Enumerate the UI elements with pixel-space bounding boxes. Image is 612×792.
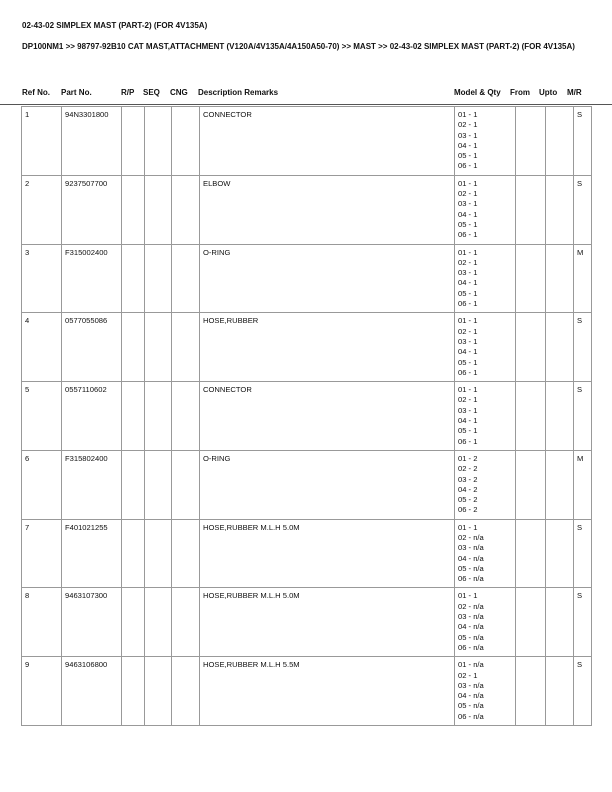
part-no-cell: 9237507700 [62, 175, 122, 244]
model-qty-line: 01 - 1 [458, 385, 478, 395]
ref-cell: 9 [22, 657, 62, 726]
upto-cell [546, 588, 574, 657]
model-qty-line: 02 - 1 [458, 257, 478, 267]
rp-cell [122, 450, 145, 519]
from-cell [516, 107, 546, 176]
seq-cell [145, 657, 172, 726]
rp-cell [122, 313, 145, 382]
upto-cell [546, 244, 574, 313]
table-row [22, 107, 592, 176]
model-qty-line: 05 - 2 [458, 495, 478, 505]
model-qty-line: 03 - 1 [458, 405, 478, 415]
seq-cell [145, 244, 172, 313]
description-cell: O-RING [200, 244, 455, 313]
model-qty-line: 05 - n/a [458, 701, 484, 711]
table-row [22, 588, 592, 657]
cng-cell [172, 175, 200, 244]
seq-cell [145, 382, 172, 451]
model-qty-cell [455, 244, 516, 313]
description-cell: CONNECTOR [200, 382, 455, 451]
description-cell: HOSE,RUBBER M.L.H 5.5M [200, 657, 455, 726]
model-qty-line: 06 - n/a [458, 574, 484, 584]
part-no-cell: 0557110602 [62, 382, 122, 451]
model-qty-line: 02 - 1 [458, 189, 478, 199]
header-cng: CNG [170, 88, 188, 97]
mr-cell: S [574, 657, 592, 726]
model-qty-line: 03 - 2 [458, 474, 478, 484]
model-qty-line: 05 - 1 [458, 151, 478, 161]
rp-cell [122, 244, 145, 313]
model-qty-cell [455, 519, 516, 588]
model-qty-line: 02 - 1 [458, 395, 478, 405]
model-qty-line: 03 - n/a [458, 612, 484, 622]
cng-cell [172, 450, 200, 519]
seq-cell [145, 175, 172, 244]
description-cell: ELBOW [200, 175, 455, 244]
model-qty-line: 06 - n/a [458, 642, 484, 652]
header-desc: Description Remarks [198, 88, 279, 97]
model-qty-line: 01 - n/a [458, 660, 484, 670]
description-cell: HOSE,RUBBER M.L.H 5.0M [200, 588, 455, 657]
header-part: Part No. [61, 88, 92, 97]
ref-cell: 6 [22, 450, 62, 519]
model-qty-line: 01 - 1 [458, 178, 478, 188]
mr-cell: S [574, 382, 592, 451]
page-title: 02-43-02 SIMPLEX MAST (PART-2) (FOR 4V135A) [22, 21, 208, 30]
model-qty-cell [455, 657, 516, 726]
ref-cell: 8 [22, 588, 62, 657]
from-cell [516, 450, 546, 519]
model-qty-line: 05 - 1 [458, 426, 478, 436]
description-cell: HOSE,RUBBER M.L.H 5.0M [200, 519, 455, 588]
upto-cell [546, 107, 574, 176]
header-ref: Ref No. [22, 88, 50, 97]
model-qty-line: 04 - n/a [458, 553, 484, 563]
cng-cell [172, 519, 200, 588]
mr-cell: S [574, 519, 592, 588]
model-qty-line: 04 - n/a [458, 691, 484, 701]
part-no-cell: 9463106800 [62, 657, 122, 726]
model-qty-line: 05 - n/a [458, 632, 484, 642]
breadcrumb: DP100NM1 >> 98797-92B10 CAT MAST,ATTACHMENT (V120A/4V135A/4A150A50-70) >> MAST >> 02-43-02 SIMPLEX MAST (PART-2) (FOR 4V135A) [22, 42, 575, 51]
model-qty-line: 04 - 1 [458, 347, 478, 357]
model-qty-cell [455, 313, 516, 382]
cng-cell [172, 244, 200, 313]
model-qty-line: 03 - n/a [458, 680, 484, 690]
model-qty-line: 06 - n/a [458, 711, 484, 721]
seq-cell [145, 519, 172, 588]
description-cell: HOSE,RUBBER [200, 313, 455, 382]
table-row [22, 519, 592, 588]
model-qty-line: 04 - n/a [458, 622, 484, 632]
part-no-cell: F315802400 [62, 450, 122, 519]
upto-cell [546, 313, 574, 382]
table-row [22, 382, 592, 451]
part-no-cell: 94N3301800 [62, 107, 122, 176]
mr-cell: S [574, 313, 592, 382]
upto-cell [546, 519, 574, 588]
model-qty-line: 04 - 1 [458, 209, 478, 219]
description-cell: CONNECTOR [200, 107, 455, 176]
upto-cell [546, 382, 574, 451]
model-qty-cell [455, 382, 516, 451]
from-cell [516, 175, 546, 244]
header-rp: R/P [121, 88, 135, 97]
cng-cell [172, 657, 200, 726]
part-no-cell: 0577055086 [62, 313, 122, 382]
mr-cell: S [574, 175, 592, 244]
model-qty-line: 06 - 1 [458, 161, 478, 171]
ref-cell: 4 [22, 313, 62, 382]
rp-cell [122, 382, 145, 451]
from-cell [516, 382, 546, 451]
rp-cell [122, 588, 145, 657]
model-qty-line: 05 - 1 [458, 288, 478, 298]
seq-cell [145, 588, 172, 657]
model-qty-line: 06 - 1 [458, 367, 478, 377]
model-qty-line: 02 - 1 [458, 120, 478, 130]
header-divider [0, 104, 612, 105]
parts-table [21, 106, 592, 726]
ref-cell: 1 [22, 107, 62, 176]
cng-cell [172, 107, 200, 176]
rp-cell [122, 519, 145, 588]
part-no-cell: F401021255 [62, 519, 122, 588]
upto-cell [546, 175, 574, 244]
cng-cell [172, 313, 200, 382]
model-qty-line: 04 - 1 [458, 278, 478, 288]
model-qty-line: 02 - n/a [458, 601, 484, 611]
part-no-cell: 9463107300 [62, 588, 122, 657]
model-qty-line: 02 - 1 [458, 670, 478, 680]
header-model: Model & Qty [454, 88, 501, 97]
model-qty-line: 03 - n/a [458, 543, 484, 553]
model-qty-line: 03 - 1 [458, 268, 478, 278]
cng-cell [172, 382, 200, 451]
ref-cell: 5 [22, 382, 62, 451]
table-row [22, 175, 592, 244]
model-qty-cell [455, 450, 516, 519]
mr-cell: M [574, 450, 592, 519]
model-qty-line: 04 - 2 [458, 484, 478, 494]
model-qty-line: 01 - 1 [458, 110, 478, 119]
model-qty-cell [455, 588, 516, 657]
description-cell: O-RING [200, 450, 455, 519]
ref-cell: 2 [22, 175, 62, 244]
model-qty-line: 06 - 1 [458, 436, 478, 446]
model-qty-line: 03 - 1 [458, 130, 478, 140]
model-qty-line: 06 - 1 [458, 299, 478, 309]
from-cell [516, 588, 546, 657]
rp-cell [122, 175, 145, 244]
model-qty-line: 03 - 1 [458, 199, 478, 209]
rp-cell [122, 107, 145, 176]
header-from: From [510, 88, 530, 97]
from-cell [516, 244, 546, 313]
model-qty-line: 01 - 2 [458, 453, 478, 463]
model-qty-line: 04 - 1 [458, 416, 478, 426]
model-qty-line: 04 - 1 [458, 140, 478, 150]
seq-cell [145, 313, 172, 382]
model-qty-line: 05 - 1 [458, 219, 478, 229]
seq-cell [145, 107, 172, 176]
model-qty-line: 01 - 1 [458, 591, 478, 601]
ref-cell: 7 [22, 519, 62, 588]
mr-cell: M [574, 244, 592, 313]
upto-cell [546, 450, 574, 519]
seq-cell [145, 450, 172, 519]
model-qty-line: 03 - 1 [458, 336, 478, 346]
table-row [22, 657, 592, 726]
header-seq: SEQ [143, 88, 160, 97]
mr-cell: S [574, 107, 592, 176]
table-row [22, 244, 592, 313]
mr-cell: S [574, 588, 592, 657]
from-cell [516, 657, 546, 726]
from-cell [516, 519, 546, 588]
header-mr: M/R [567, 88, 582, 97]
model-qty-cell [455, 175, 516, 244]
header-upto: Upto [539, 88, 558, 97]
from-cell [516, 313, 546, 382]
model-qty-line: 06 - 2 [458, 505, 478, 515]
model-qty-line: 01 - 1 [458, 522, 478, 532]
model-qty-line: 02 - n/a [458, 532, 484, 542]
ref-cell: 3 [22, 244, 62, 313]
model-qty-line: 05 - n/a [458, 563, 484, 573]
table-row [22, 450, 592, 519]
upto-cell [546, 657, 574, 726]
rp-cell [122, 657, 145, 726]
model-qty-cell [455, 107, 516, 176]
part-no-cell: F315002400 [62, 244, 122, 313]
model-qty-line: 05 - 1 [458, 357, 478, 367]
model-qty-line: 06 - 1 [458, 230, 478, 240]
model-qty-line: 02 - 2 [458, 464, 478, 474]
model-qty-line: 01 - 1 [458, 316, 478, 326]
cng-cell [172, 588, 200, 657]
model-qty-line: 01 - 1 [458, 247, 478, 257]
table-row [22, 313, 592, 382]
model-qty-line: 02 - 1 [458, 326, 478, 336]
